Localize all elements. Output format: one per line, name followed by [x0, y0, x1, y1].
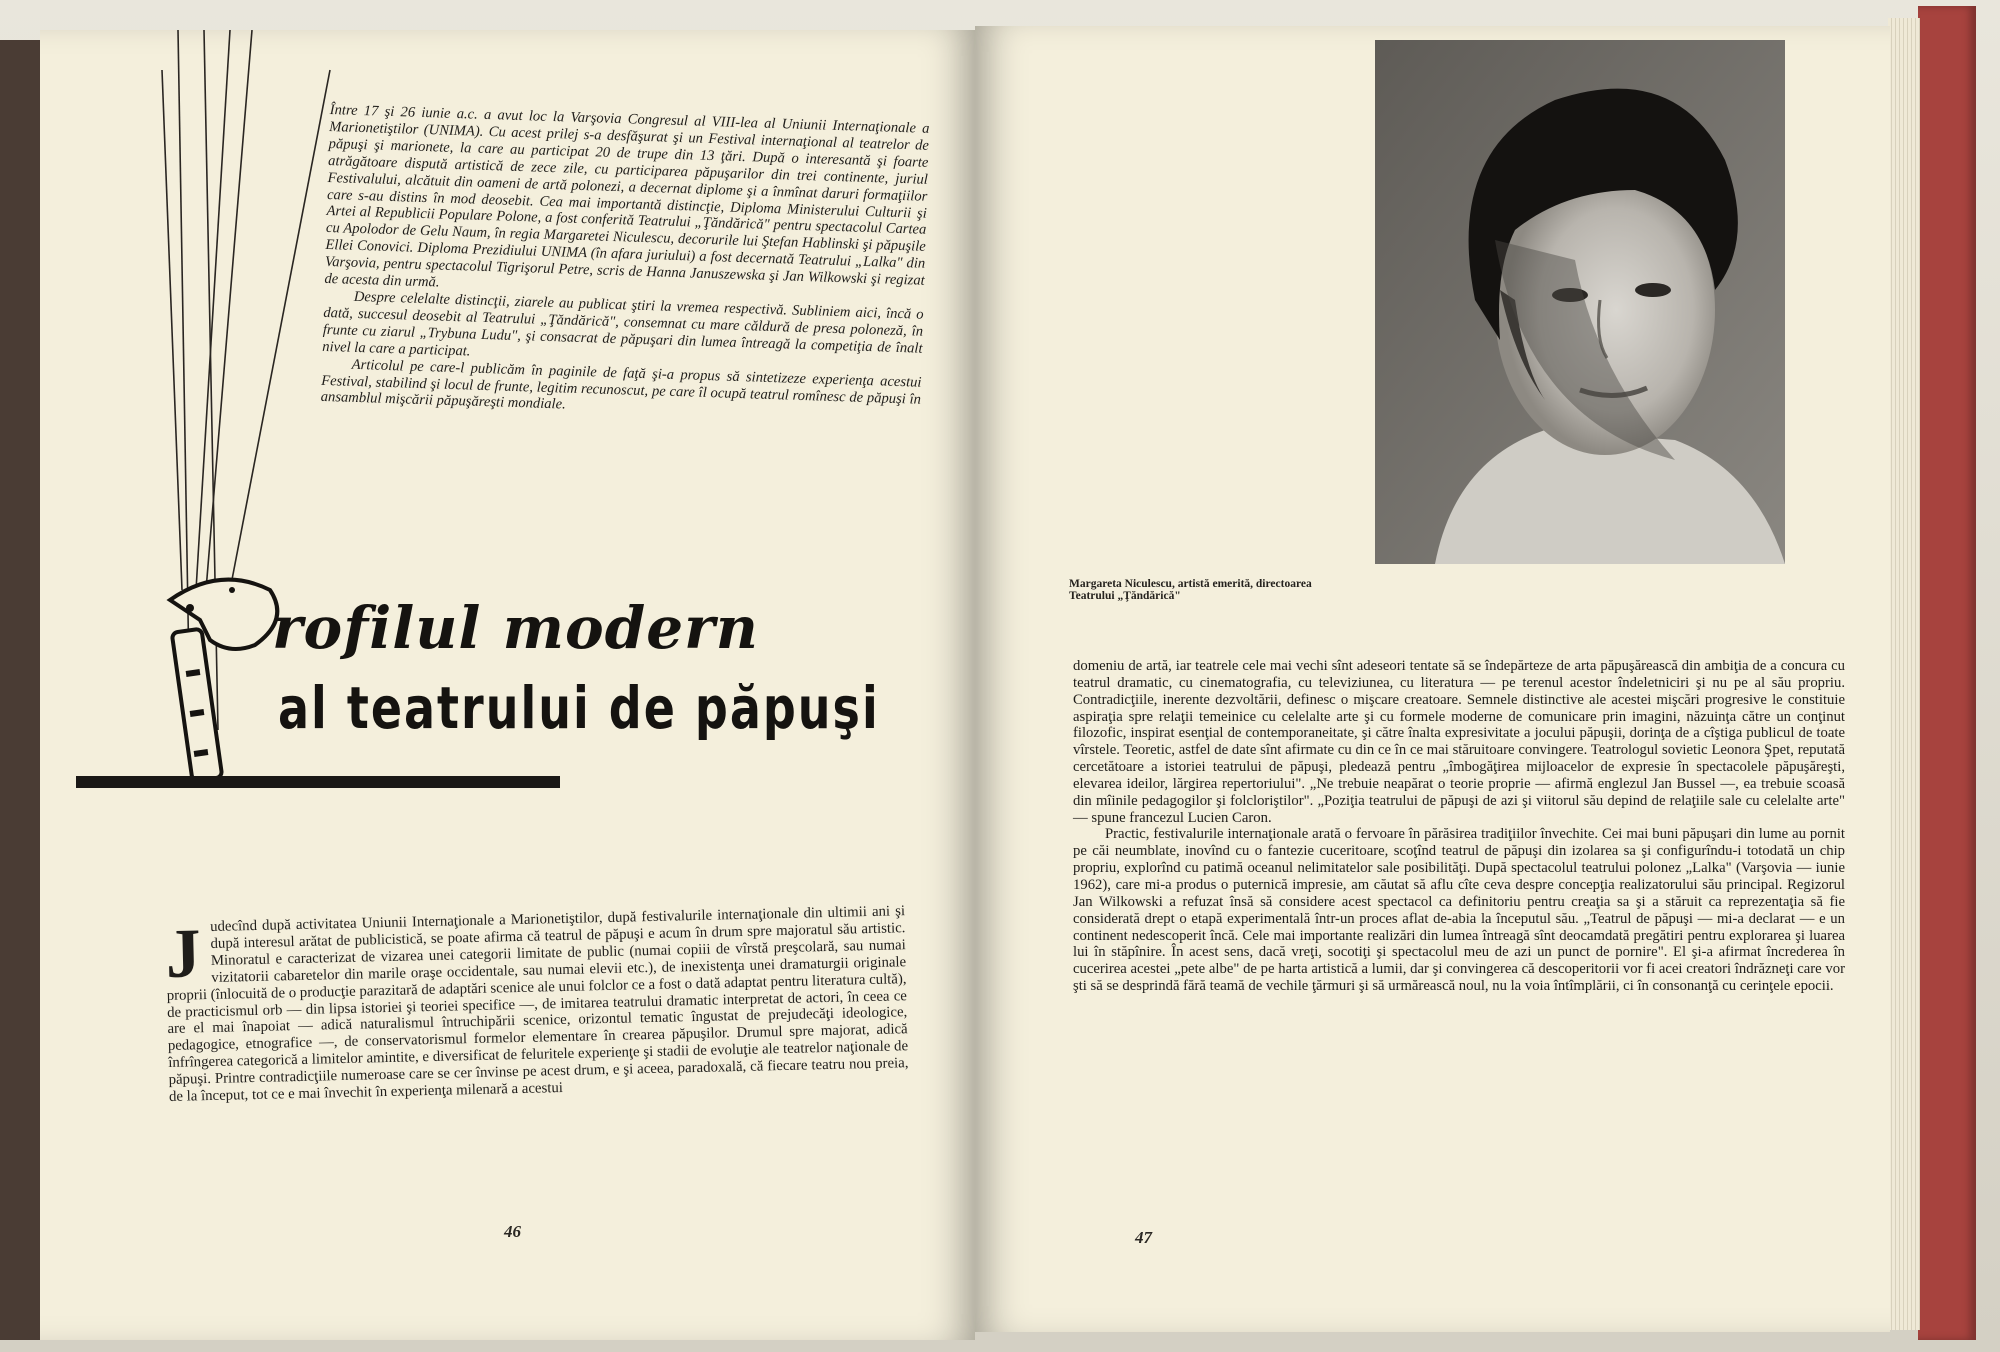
body-paragraph-text: udecînd după activitatea Uniunii Internaţionale a Marionetiştilor, după festivalurile internaţionale din ultimii ani şi după interesul arătat de publicistică, se poate afirma că teatrul de păpuşi e acum în drum spre majoratul său artistic. Minoratul e caracterizat de vizarea unei categorii limitate de public (numai copiii de vîrstă preşcolară, sau numai vizitatorii cabaretelor din marile oraşe occidentale, sau numai elevii etc.), de inexistenţa unei dramaturgii originale proprii (înlocuită de o producţie parazitară de adaptări scenice ale unui folclor ce a fost o dată adaptat pentru literatura cultă), de practicismul orb — din lipsa istoriei şi teoriei specifice —, de imitarea teatrului dramatic interpretat de actori, în ceea ce are el mai înapoiat — adică naturalismul întruchipării scenice, orizontul tematic îngustat de prejudecăţi ideologice, pedagogice, etnografice —, de conservatorismul formelor elementare în crearea păpuşilor. Drumul spre majorat, adică înfrîngerea categorică a limitelor amintite, e diversificat de feluritele experienţe şi stadii de evoluţie ale teatrelor naţionale de păpuşi. Printre contradicţiile numeroase care se cer învinse pe acest drum, e şi aceea, paradoxală, că fiecare teatru nou preia, de la început, tot ce e mai învechit în experienţa milenară a acestui [166, 903, 909, 1106]
title-line-2: al teatrului de păpuşi [278, 674, 880, 742]
intro-paragraph: Despre celelalte distincţii, ziarele au publicat ştiri la vremea respectivă. Subliniem aici, încă o dată, succesul deosebit al Teatrului „Ţăndărică", consemnat cu mare căldură de presa poloneză, în frunte cu ziarul „Trybuna Ludu", şi consacrat de păpuşari din lumea întreagă la competiţia de înalt nivel la care a participat. [322, 288, 924, 360]
intro-text [320, 102, 929, 425]
page-number-46: 46 [504, 1222, 521, 1241]
title-line-1: rofilul modern [272, 594, 759, 662]
body-text-right [1073, 658, 1845, 995]
title-rule [76, 776, 560, 788]
left-page [40, 30, 975, 1340]
photo-caption: Margareta Niculescu, artistă emerită, directoarea Teatrului „Ţăndărică" [1069, 578, 1312, 602]
page-edges [1888, 18, 1920, 1330]
page-number-47: 47 [1135, 1228, 1152, 1247]
right-page [975, 26, 1890, 1332]
intro-paragraph: Între 17 şi 26 iunie a.c. a avut loc la Varşovia Congresul al VIII-lea al Uniunii Internaţionale a Marionetiştilor (UNIMA). Cu acest prilej s-a desfăşurat şi un Festival internaţional al teatrelor de păpuşi şi marionete, la care au participat 20 de trupe din 13 ţări. După o interesantă şi foarte atrăgătoare dispută artistică de zece zile, cu participarea păpuşarilor din trei continente, juriul Festivalului, alcătuit din oameni de artă polonezi, a decernat diplome şi a înmînat daruri formaţiilor care s-au distins în mod deosebit. Cea mai importantă distincţie, Diploma Ministerului Culturii şi Artei al Republicii Populare Polone, a fost conferită Teatrului „Ţăndărică" pentru spectacolul Cartea cu Apolodor de Gelu Naum, în regia Margaretei Niculescu, decorurile lui Ştefan Hablinski şi păpuşile Ellei Conovici. Diploma Prezidiului UNIMA (în afara juriului) a fost decernată Teatrului „Lalka" din Varşovia, pentru spectacolul Tigrişorul Petre, scris de Hanna Januszewska şi Jan Wilkowski şi regizat de acesta din urmă. [324, 102, 930, 291]
drop-cap: J [164, 915, 202, 993]
intro-paragraph: Articolul pe care-l publicăm în paginile de faţă şi-a propus să sintetizeze experienţa acestui Festival, stabilind şi locul de frunte, legitim recunoscut, pe care îl ocupă teatrul romînesc de păpuşi în ansamblul mişcării păpuşăreşti mondiale. [320, 356, 922, 413]
book-cover-right [1918, 6, 1976, 1340]
body-paragraph: domeniu de artă, iar teatrele cele mai vechi sînt adeseori tentate să se îndepărteze de arta păpuşărească din ambiţia de a concura cu teatrul dramatic, cu cinematografia, cu televiziunea, cu literatura — pe terenul acestor îndeletniciri şi nu pe al său propriu. Contradicţiile, inerente dezvoltării, definesc o mişcare creatoare. Semnele distinctive ale acestei mişcări progresive le constituie aspiraţia spre relaţii temeinice cu celelalte arte şi cu formele moderne de comunicare prin imagini, năzuinţa către un conţinut filozofic, inspirat esenţial de contemporaneitate, şi către înalta expresivitate a jocului păpuşii, dorinţa de a cîştiga publicul de toate vîrstele. Teoretic, astfel de date sînt afirmate cu din ce în ce mai stăruitoare convingere. Teatrologul sovietic Leonora Şpet, reputată cercetătoare a istoriei teatrului de păpuşi, pledează pentru „îmbogăţirea mijloacelor de expresie în spectacolele păpuşăreşti, elevarea ideilor, lărgirea repertoriului". „Ne trebuie neapărat o teorie proprie — afirmă englezul Jan Bussel —, ea trebuie scoasă din mîinile pedagogilor şi folcloriştilor". „Poziţia teatrului de păpuşi de azi şi viitorul său depind de relaţiile sale cu celelalte arte" — spune francezul Lucien Caron. [1073, 658, 1845, 826]
body-paragraph [165, 903, 909, 1106]
body-text-left [165, 903, 909, 1106]
body-paragraph: Practic, festivalurile internaţionale arată o fervoare în părăsirea tradiţiilor învechite. Cei mai buni păpuşari din lume au pornit pe căi neumblate, inovînd cu o fantezie cuceritoare, scoţînd teatrul de păpuşi din izolarea sa şi configurîndu-i totodată un chip propriu, explorînd cu patimă oceanul nelimitatelor sale posibilităţi. După spectacolul teatrului polonez „Lalka" (Varşovia — iunie 1962), care mi-a produs o puternică impresie, am căutat să aflu cîte ceva despre concepţia realizatorului său principal. Regizorul Jan Wilkowski a refuzat însă să considere acest spectacol ca definitoriu pentru creaţia sa şi a stăruit ca reprezentaţia să fie considerată drept o etapă experimentală într-un proces aflat de-abia la începutul său. „Teatrul de păpuşi — mi-a declarat — e un continent nedescoperit încă. Cele mai importante realizări din lumea întreagă sînt deocamdată pregătiri pentru explorarea şi luarea lui în stăpînire. În acest sens, dacă vreţi, socotiţi şi spectacolul meu de azi un punct de pornire". El şi-a afirmat încrederea în cucerirea acestei „pete albe" de pe harta artistică a lumii, dar şi convingerea că descoperitorii vor fi acei creatori îndrăzneţi care vor şti să se desprindă fără teamă de vechile ţărmuri şi să urmărească noul, nu la voia întîmplării, ci în consonanţă cu cerinţele epocii. [1073, 826, 1845, 995]
portrait-photo [1375, 40, 1785, 564]
article-title [160, 560, 880, 790]
